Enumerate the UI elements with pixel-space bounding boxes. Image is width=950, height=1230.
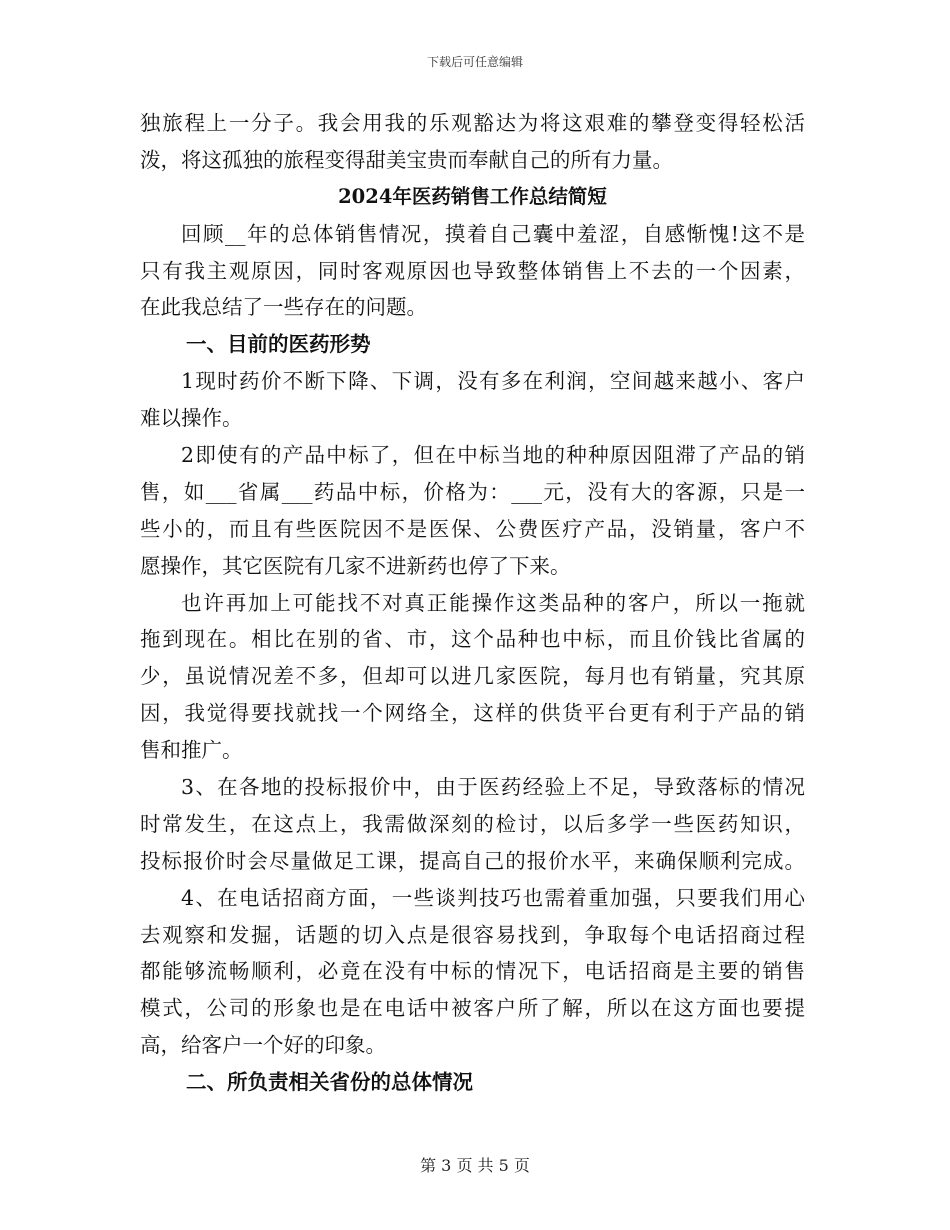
paragraph-line: 因，我觉得要找就找一个网络全，这样的供货平台更有利于产品的销: [140, 701, 805, 726]
paragraph-line: 独旅程上一分子。我会用我的乐观豁达为将这艰难的攀登变得轻松活: [140, 111, 805, 135]
document-title: 2024年医药销售工作总结简短: [338, 184, 607, 208]
paragraph-line: 也许再加上可能找不对真正能操作这类品种的客户，所以一拖就: [181, 590, 805, 615]
paragraph-line: 愿操作，其它医院有几家不进新药也停了下来。: [140, 553, 571, 578]
paragraph-line: 去观察和发掘，话题的切入点是很容易找到，争取每个电话招商过程: [140, 922, 805, 947]
page-header: 下载后可任意编辑: [426, 55, 523, 69]
section-heading: 二、所负责相关省份的总体情况: [186, 1070, 473, 1095]
paragraph-line: 高，给客户一个好的印象。: [140, 1033, 386, 1058]
paragraph-line: 难以操作。: [140, 406, 243, 431]
paragraph-line: 4、在电话招商方面，一些谈判技巧也需着重加强，只要我们用心: [181, 885, 805, 910]
paragraph-line: 泼，将这孤独的旅程变得甜美宝贵而奉献自己的所有力量。: [140, 147, 673, 172]
paragraph-line: 2即使有的产品中标了，但在中标当地的种种原因阻滞了产品的销: [181, 443, 805, 468]
paragraph-line: 些小的，而且有些医院因不是医保、公费医疗产品，没销量，客户不: [140, 516, 805, 541]
paragraph-line: 都能够流畅顺利，必竟在没有中标的情况下，电话招商是主要的销售: [140, 959, 805, 984]
paragraph-line: 模式，公司的形象也是在电话中被客户所了解，所以在这方面也要提: [140, 996, 805, 1021]
paragraph-line: 时常发生，在这点上，我需做深刻的检讨，以后多学一些医药知识，: [140, 811, 805, 836]
paragraph-line: 少，虽说情况差不多，但却可以进几家医院，每月也有销量，究其原: [140, 664, 805, 689]
document-body: [140, 105, 805, 1101]
paragraph-line: 售和推广。: [140, 738, 243, 763]
section-heading: 一、目前的医药形势: [186, 332, 371, 357]
paragraph-line: 售，如___省属___药品中标，价格为：___元，没有大的客源，只是一: [140, 479, 805, 504]
paragraph-line: 回顾__年的总体销售情况，摸着自己囊中羞涩，自感惭愧!这不是: [181, 221, 805, 246]
paragraph-line: 拖到现在。相比在别的省、市，这个品种也中标，而且价钱比省属的: [140, 627, 805, 652]
paragraph-line: 3、在各地的投标报价中，由于医药经验上不足，导致落标的情况: [181, 775, 805, 800]
paragraph-line: 1现时药价不断下降、下调，没有多在利润，空间越来越小、客户: [181, 369, 805, 394]
page-footer: 第 3 页 共 5 页: [420, 1156, 530, 1175]
paragraph-line: 在此我总结了一些存在的问题。: [140, 295, 427, 320]
paragraph-line: 只有我主观原因，同时客观原因也导致整体销售上不去的一个因素，: [140, 258, 805, 283]
paragraph-line: 投标报价时会尽量做足工课，提高自己的报价水平，来确保顺利完成。: [140, 848, 805, 873]
